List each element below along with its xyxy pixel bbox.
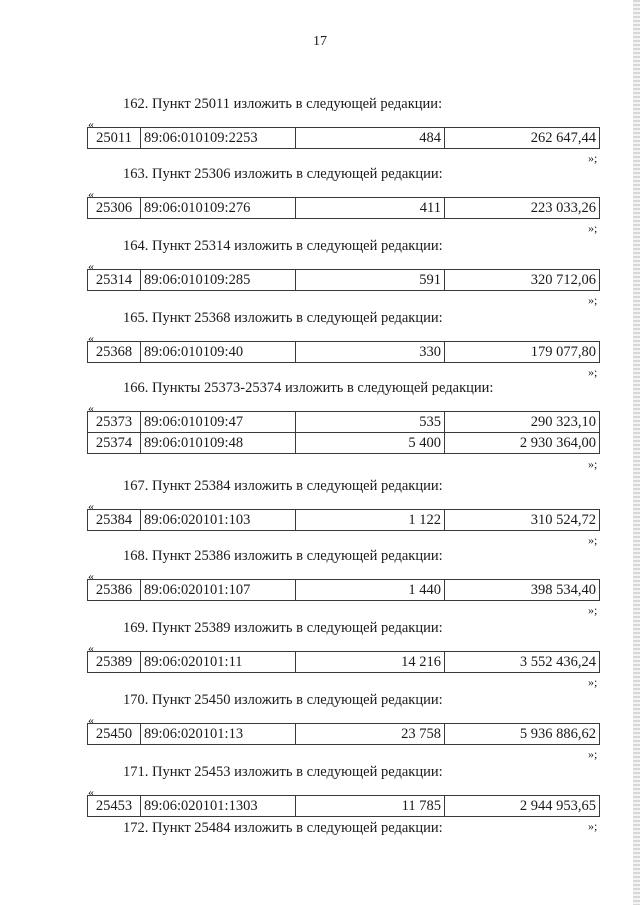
area-cell: 591 bbox=[296, 270, 445, 291]
amendment-table bbox=[87, 651, 600, 673]
close-quote: »; bbox=[588, 457, 598, 471]
amendment-heading: 163. Пункт 25306 изложить в следующей редакции: bbox=[123, 166, 443, 182]
area-cell: 411 bbox=[296, 198, 445, 219]
open-quote: « bbox=[88, 401, 94, 415]
amendment-heading: 167. Пункт 25384 изложить в следующей редакции: bbox=[123, 478, 443, 494]
open-quote: « bbox=[88, 331, 94, 345]
cadastral-number-cell: 89:06:010109:47 bbox=[141, 412, 296, 433]
table-row bbox=[88, 796, 600, 817]
amendment-heading: 171. Пункт 25453 изложить в следующей редакции: bbox=[123, 764, 443, 780]
item-number-cell: 25389 bbox=[88, 652, 141, 673]
value-cell: 310 524,72 bbox=[445, 510, 600, 531]
close-quote: »; bbox=[588, 747, 598, 761]
table-row bbox=[88, 412, 600, 433]
value-cell: 2 944 953,65 bbox=[445, 796, 600, 817]
open-quote: « bbox=[88, 117, 94, 131]
close-quote: »; bbox=[588, 365, 598, 379]
close-quote: »; bbox=[588, 603, 598, 617]
amendment-table bbox=[87, 795, 600, 817]
value-cell: 179 077,80 bbox=[445, 342, 600, 363]
amendment-table bbox=[87, 509, 600, 531]
area-cell: 23 758 bbox=[296, 724, 445, 745]
amendment-heading: 169. Пункт 25389 изложить в следующей редакции: bbox=[123, 620, 443, 636]
amendment-table bbox=[87, 579, 600, 601]
value-cell: 5 936 886,62 bbox=[445, 724, 600, 745]
open-quote: « bbox=[88, 569, 94, 583]
value-cell: 262 647,44 bbox=[445, 128, 600, 149]
value-cell: 290 323,10 bbox=[445, 412, 600, 433]
area-cell: 1 122 bbox=[296, 510, 445, 531]
item-number-cell: 25450 bbox=[88, 724, 141, 745]
value-cell: 2 930 364,00 bbox=[445, 433, 600, 454]
open-quote: « bbox=[88, 713, 94, 727]
amendment-heading: 164. Пункт 25314 изложить в следующей редакции: bbox=[123, 238, 443, 254]
item-number-cell: 25314 bbox=[88, 270, 141, 291]
table-row bbox=[88, 128, 600, 149]
area-cell: 330 bbox=[296, 342, 445, 363]
item-number-cell: 25386 bbox=[88, 580, 141, 601]
open-quote: « bbox=[88, 259, 94, 273]
table-row bbox=[88, 652, 600, 673]
close-quote: »; bbox=[588, 293, 598, 307]
amendment-table bbox=[87, 411, 600, 454]
open-quote: « bbox=[88, 641, 94, 655]
cadastral-number-cell: 89:06:010109:40 bbox=[141, 342, 296, 363]
value-cell: 3 552 436,24 bbox=[445, 652, 600, 673]
area-cell: 484 bbox=[296, 128, 445, 149]
amendment-table bbox=[87, 197, 600, 219]
cadastral-number-cell: 89:06:020101:107 bbox=[141, 580, 296, 601]
close-quote: »; bbox=[588, 221, 598, 235]
amendment-table bbox=[87, 723, 600, 745]
open-quote: « bbox=[88, 187, 94, 201]
area-cell: 11 785 bbox=[296, 796, 445, 817]
amendment-table bbox=[87, 127, 600, 149]
amendment-table bbox=[87, 341, 600, 363]
area-cell: 14 216 bbox=[296, 652, 445, 673]
item-number-cell: 25011 bbox=[88, 128, 141, 149]
open-quote: « bbox=[88, 785, 94, 799]
cadastral-number-cell: 89:06:010109:2253 bbox=[141, 128, 296, 149]
cadastral-number-cell: 89:06:020101:1303 bbox=[141, 796, 296, 817]
amendment-heading: 170. Пункт 25450 изложить в следующей редакции: bbox=[123, 692, 443, 708]
page-number: 17 bbox=[313, 34, 327, 49]
area-cell: 535 bbox=[296, 412, 445, 433]
item-number-cell: 25368 bbox=[88, 342, 141, 363]
cadastral-number-cell: 89:06:010109:48 bbox=[141, 433, 296, 454]
item-number-cell: 25453 bbox=[88, 796, 141, 817]
table-row bbox=[88, 580, 600, 601]
amendment-heading: 166. Пункты 25373-25374 изложить в следующей редакции: bbox=[123, 380, 494, 396]
amendment-heading: 172. Пункт 25484 изложить в следующей редакции: bbox=[123, 820, 443, 836]
close-quote: »; bbox=[588, 675, 598, 689]
close-quote: »; bbox=[588, 819, 598, 833]
item-number-cell: 25373 bbox=[88, 412, 141, 433]
table-row bbox=[88, 724, 600, 745]
open-quote: « bbox=[88, 499, 94, 513]
table-row bbox=[88, 510, 600, 531]
amendment-heading: 162. Пункт 25011 изложить в следующей редакции: bbox=[123, 96, 443, 112]
cadastral-number-cell: 89:06:020101:11 bbox=[141, 652, 296, 673]
item-number-cell: 25384 bbox=[88, 510, 141, 531]
table-row bbox=[88, 342, 600, 363]
close-quote: »; bbox=[588, 533, 598, 547]
area-cell: 5 400 bbox=[296, 433, 445, 454]
area-cell: 1 440 bbox=[296, 580, 445, 601]
amendment-heading: 168. Пункт 25386 изложить в следующей редакции: bbox=[123, 548, 443, 564]
amendment-heading: 165. Пункт 25368 изложить в следующей редакции: bbox=[123, 310, 443, 326]
item-number-cell: 25306 bbox=[88, 198, 141, 219]
table-row bbox=[88, 433, 600, 454]
table-row bbox=[88, 270, 600, 291]
close-quote: »; bbox=[588, 151, 598, 165]
page-edge bbox=[633, 0, 640, 905]
cadastral-number-cell: 89:06:020101:103 bbox=[141, 510, 296, 531]
value-cell: 398 534,40 bbox=[445, 580, 600, 601]
amendment-table bbox=[87, 269, 600, 291]
cadastral-number-cell: 89:06:010109:285 bbox=[141, 270, 296, 291]
cadastral-number-cell: 89:06:020101:13 bbox=[141, 724, 296, 745]
value-cell: 320 712,06 bbox=[445, 270, 600, 291]
item-number-cell: 25374 bbox=[88, 433, 141, 454]
cadastral-number-cell: 89:06:010109:276 bbox=[141, 198, 296, 219]
table-row bbox=[88, 198, 600, 219]
value-cell: 223 033,26 bbox=[445, 198, 600, 219]
